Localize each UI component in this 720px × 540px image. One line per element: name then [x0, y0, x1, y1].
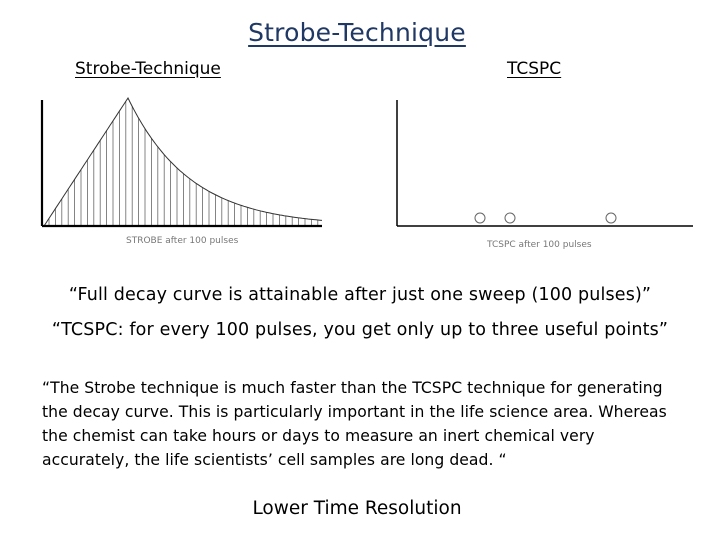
tcspc-point [606, 213, 616, 223]
tcspc-point [475, 213, 485, 223]
quote-strobe: “Full decay curve is attainable after just one sweep (100 pulses)” [68, 285, 652, 305]
tcspc-plot [385, 92, 705, 252]
strobe-decay-plot [30, 92, 330, 252]
tcspc-caption: TCSPC after 100 pulses [487, 240, 592, 250]
strobe-sample-lines [49, 101, 318, 226]
footer-heading: Lower Time Resolution [252, 498, 462, 519]
tcspc-point [505, 213, 515, 223]
tcspc-heading: TCSPC [507, 59, 562, 79]
explanation-paragraph: “The Strobe technique is much faster than the TCSPC technique for generating the decay curve. This is particularly important in the life science area. Whereas the chemist can take hours or days to measure an inert chemical very accurately, the life scientists’ cell samples are long dead. “ [42, 379, 667, 469]
strobe-caption: STROBE after 100 pulses [126, 236, 239, 246]
strobe-heading: Strobe-Technique [75, 59, 221, 79]
slide-title: Strobe-Technique [248, 18, 466, 47]
quote-tcspc: “TCSPC: for every 100 pulses, you get only up to three useful points” [51, 320, 669, 340]
